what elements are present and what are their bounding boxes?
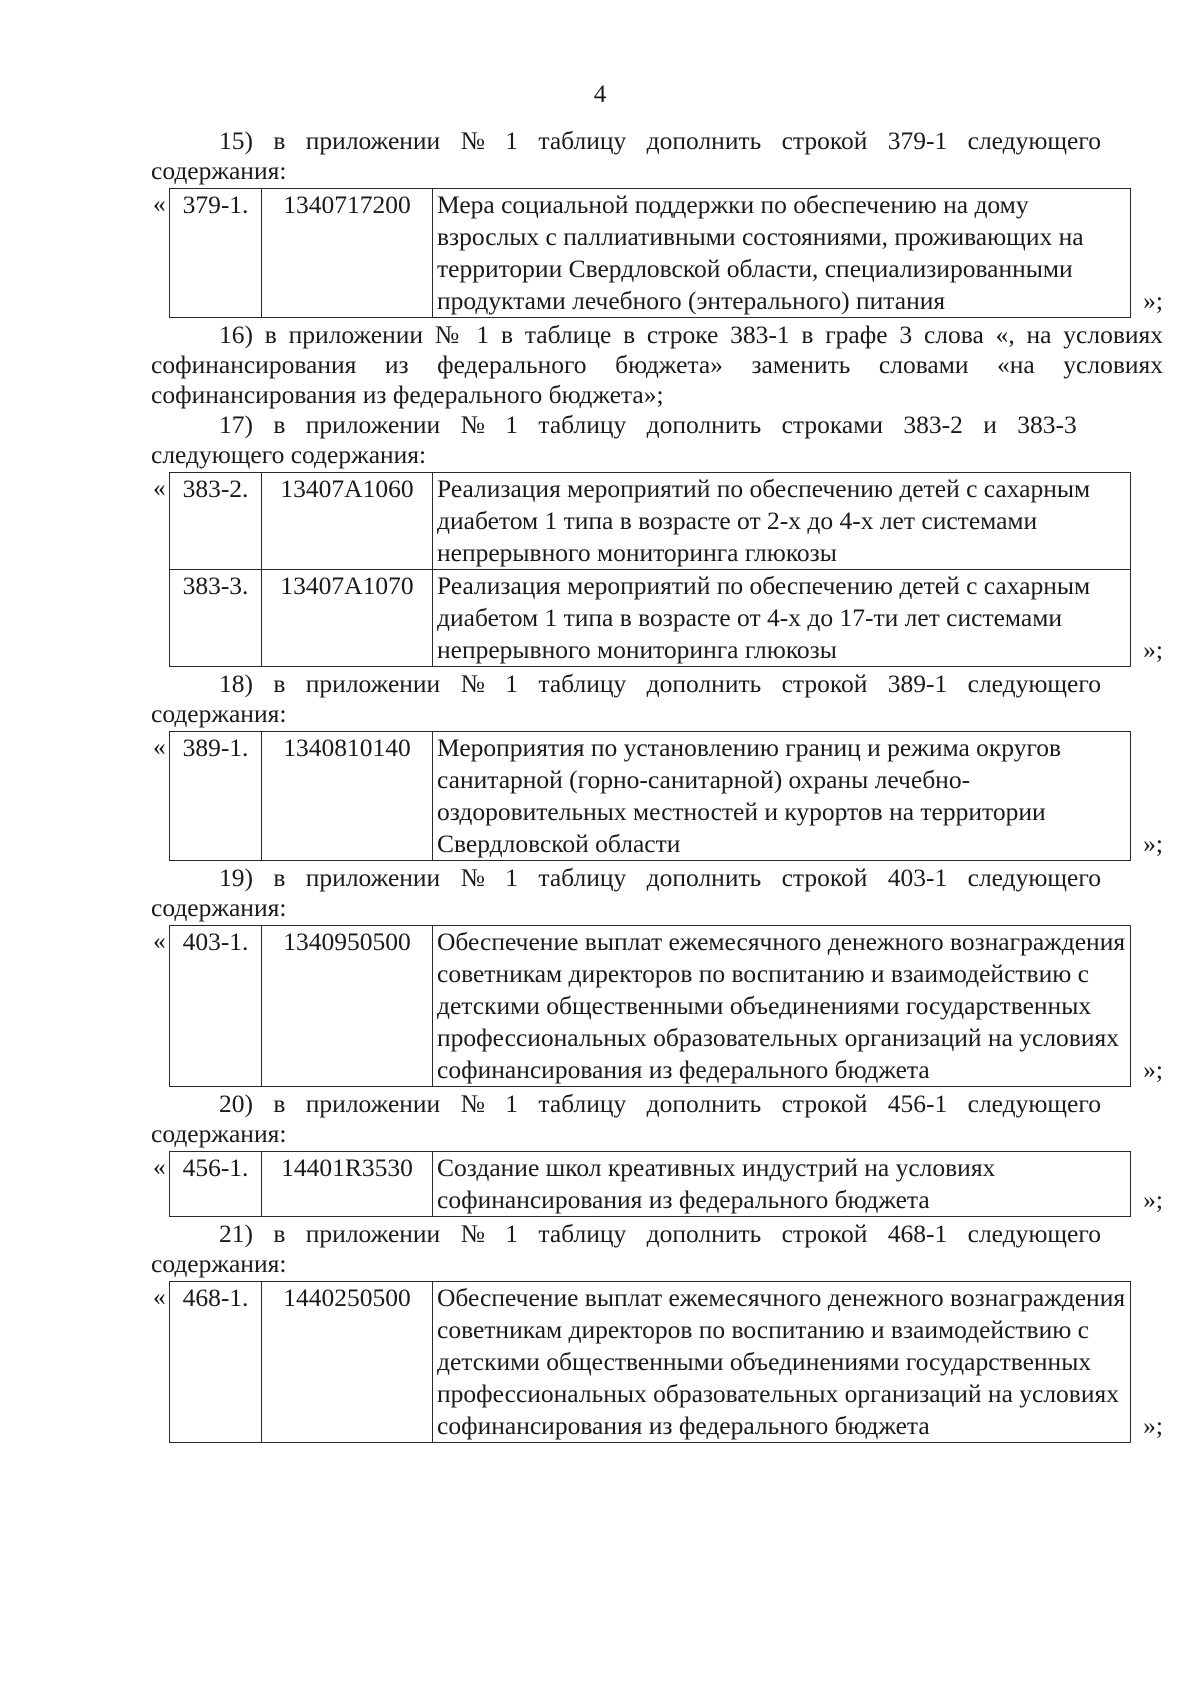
close-quote: »;	[1143, 1185, 1163, 1214]
open-quote: «	[153, 189, 166, 218]
row-code: 14401R3530	[262, 1152, 433, 1217]
table-row	[170, 570, 1131, 667]
intro-rest: содержания:	[151, 1119, 287, 1148]
amendment-17	[151, 410, 1163, 667]
row-text: Обеспечение выплат ежемесячного денежного вознаграждения советникам директоров по воспитанию и взаимодействию с детскими общественными объединениями государственных профессиональных образовательных организаций на условиях софинансирования из федерального бюджета	[433, 926, 1131, 1087]
row-number: 383-3.	[170, 570, 262, 667]
amendment-intro	[151, 410, 1163, 470]
close-quote: »;	[1143, 286, 1163, 315]
row-number: 403-1.	[170, 926, 262, 1087]
row-number: 389-1.	[170, 732, 262, 861]
row-number: 468-1.	[170, 1282, 262, 1443]
table-row	[170, 189, 1131, 318]
intro-first-line: 19) в приложении № 1 таблицу дополнить строкой 403-1 следующего	[219, 863, 1101, 892]
intro-first-line: 15) в приложении № 1 таблицу дополнить строкой 379-1 следующего	[219, 126, 1101, 155]
intro-rest: содержания:	[151, 1249, 287, 1278]
amendment-15	[151, 126, 1163, 318]
amendment-18	[151, 669, 1163, 861]
amendment-intro	[151, 1089, 1163, 1149]
row-code: 13407А1060	[262, 473, 433, 570]
row-text: Реализация мероприятий по обеспечению детей с сахарным диабетом 1 типа в возрасте от 4-х до 17-ти лет системами непрерывного мониторинга глюкозы	[433, 570, 1131, 667]
amendment-21	[151, 1219, 1163, 1443]
row-number: 383-2.	[170, 473, 262, 570]
amendment-table-wrap	[151, 731, 1163, 861]
amendment-table	[169, 1281, 1131, 1443]
table-row	[170, 1282, 1131, 1443]
intro-rest: содержания:	[151, 893, 287, 922]
row-code: 1340810140	[262, 732, 433, 861]
intro-rest: содержания:	[151, 699, 287, 728]
amendment-table	[169, 1151, 1131, 1217]
amendment-table	[169, 731, 1131, 861]
amendment-20	[151, 1089, 1163, 1217]
close-quote: »;	[1143, 1411, 1163, 1440]
table-row	[170, 732, 1131, 861]
amendment-paragraph: 16) в приложении № 1 в таблице в строке 383-1 в графе 3 слова «, на условиях софинансирования из федерального бюджета» заменить словами «на условиях софинансирования из федерального бюджета»;	[151, 320, 1163, 409]
row-text: Мероприятия по установлению границ и режима округов санитарной (горно-санитарной) охраны лечебно-оздоровительных местностей и курортов на территории Свердловской области	[433, 732, 1131, 861]
amendment-table	[169, 925, 1131, 1087]
row-code: 1440250500	[262, 1282, 433, 1443]
page-number: 4	[593, 81, 607, 108]
open-quote: «	[153, 732, 166, 761]
intro-first-line: 20) в приложении № 1 таблицу дополнить строкой 456-1 следующего	[219, 1089, 1101, 1118]
row-text: Обеспечение выплат ежемесячного денежного вознаграждения советникам директоров по воспитанию и взаимодействию с детскими общественными объединениями государственных профессиональных образовательных организаций на условиях софинансирования из федерального бюджета	[433, 1282, 1131, 1443]
table-row	[170, 473, 1131, 570]
close-quote: »;	[1143, 829, 1163, 858]
intro-first-line: 18) в приложении № 1 таблицу дополнить строкой 389-1 следующего	[219, 669, 1101, 698]
row-code: 1340950500	[262, 926, 433, 1087]
open-quote: «	[153, 1152, 166, 1181]
table-row	[170, 1152, 1131, 1217]
open-quote: «	[153, 1282, 166, 1311]
amendment-intro	[151, 1219, 1163, 1279]
amendment-intro	[151, 126, 1163, 186]
intro-first-line: 21) в приложении № 1 таблицу дополнить строкой 468-1 следующего	[219, 1219, 1101, 1248]
row-code: 13407А1070	[262, 570, 433, 667]
amendment-intro	[151, 669, 1163, 729]
amendment-intro	[151, 863, 1163, 923]
table-row	[170, 926, 1131, 1087]
amendment-19	[151, 863, 1163, 1087]
close-quote: »;	[1143, 635, 1163, 664]
amendment-table	[169, 188, 1131, 318]
row-text: Мера социальной поддержки по обеспечению на дому взрослых с паллиативными состояниями, проживающих на территории Свердловской области, специализированными продуктами лечебного (энтерального) питания	[433, 189, 1131, 318]
row-text: Создание школ креативных индустрий на условиях софинансирования из федерального бюджета	[433, 1152, 1131, 1217]
row-number: 379-1.	[170, 189, 262, 318]
row-text: Реализация мероприятий по обеспечению детей с сахарным диабетом 1 типа в возрасте от 2-х до 4-х лет системами непрерывного мониторинга глюкозы	[433, 473, 1131, 570]
amendment-16	[151, 320, 1163, 410]
row-code: 1340717200	[262, 189, 433, 318]
amendment-table-wrap	[151, 188, 1163, 318]
amendment-table-wrap	[151, 1151, 1163, 1217]
amendment-table-wrap	[151, 925, 1163, 1087]
row-number: 456-1.	[170, 1152, 262, 1217]
amendment-table	[169, 472, 1131, 667]
document-body	[151, 126, 1163, 1445]
open-quote: «	[153, 926, 166, 955]
intro-rest: следующего содержания:	[151, 440, 427, 469]
intro-first-line: 17) в приложении № 1 таблицу дополнить строками 383-2 и 383-3	[219, 410, 1077, 439]
intro-rest: содержания:	[151, 156, 287, 185]
amendment-table-wrap	[151, 1281, 1163, 1443]
amendment-table-wrap	[151, 472, 1163, 667]
close-quote: »;	[1143, 1055, 1163, 1084]
open-quote: «	[153, 473, 166, 502]
